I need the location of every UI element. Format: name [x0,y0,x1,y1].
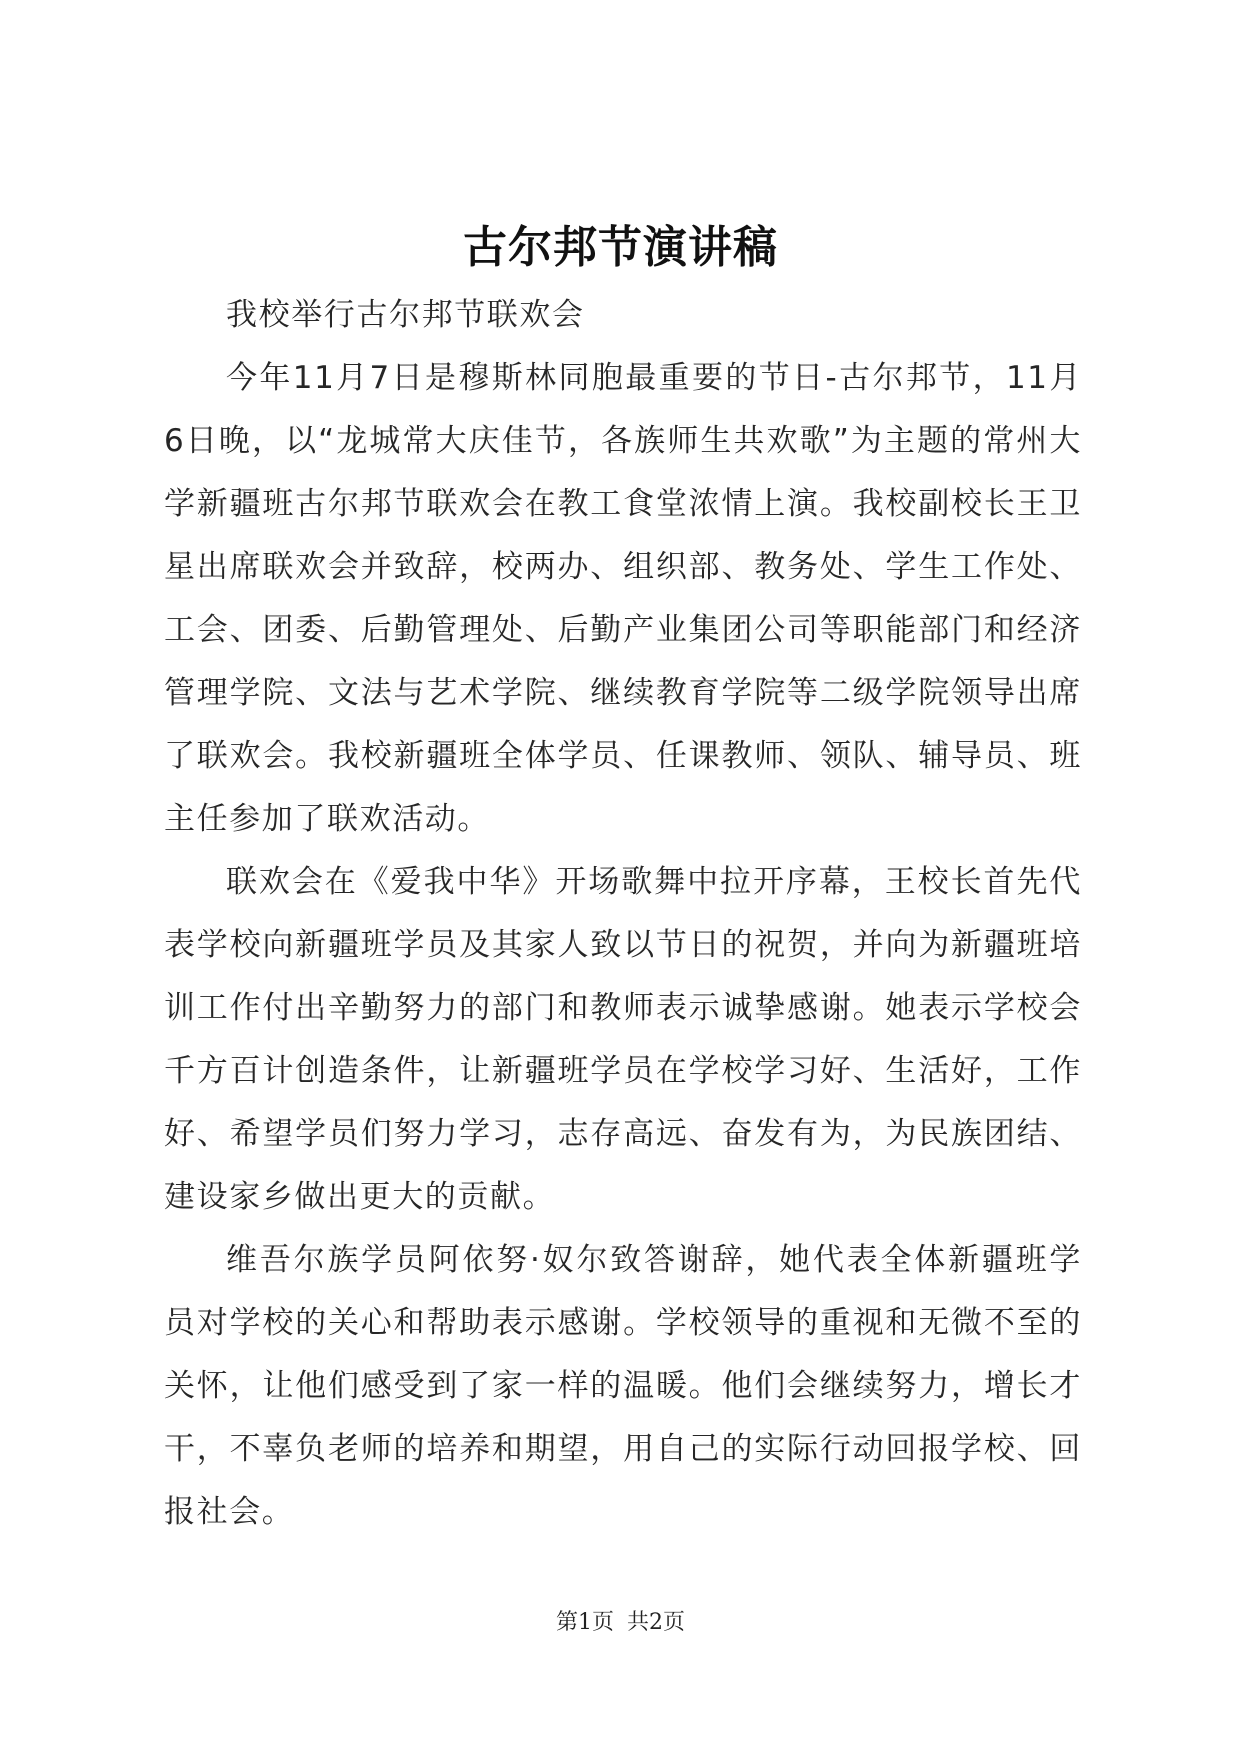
document-title: 古尔邦节演讲稿 [463,222,778,273]
paragraph-1: 我校举行古尔邦节联欢会 [226,297,585,333]
page-number: 第1页 [556,1610,614,1635]
document-body [164,284,1082,1544]
paragraph-3: 联欢会在《爱我中华》开场歌舞中拉开序幕，王校长首先代表学校向新疆班学员及其家人致以节日的祝贺，并向为新疆班培训工作付出辛勤努力的部门和教师表示诚挚感谢。她表示学校会千方百计创造条件，让新疆班学员在学校学习好、生活好，工作好、希望学员们努力学习，志存高远、奋发有为，为民族团结、建设家乡做出更大的贡献。 [164,864,1082,1215]
paragraph-4: 维吾尔族学员阿依努·奴尔致答谢辞，她代表全体新疆班学员对学校的关心和帮助表示感谢。学校领导的重视和无微不至的关怀，让他们感受到了家一样的温暖。他们会继续努力，增长才干，不辜负老师的培养和期望，用自己的实际行动回报学校、回报社会。 [164,1242,1082,1530]
paragraph-2: 今年11月7日是穆斯林同胞最重要的节日-古尔邦节，11月6日晚，以“龙城常大庆佳节，各族师生共欢歌”为主题的常州大学新疆班古尔邦节联欢会在教工食堂浓情上演。我校副校长王卫星出席联欢会并致辞，校两办、组织部、教务处、学生工作处、工会、团委、后勤管理处、后勤产业集团公司等职能部门和经济管理学院、文法与艺术学院、继续教育学院等二级学院领导出席了联欢会。我校新疆班全体学员、任课教师、领队、辅导员、班主任参加了联欢活动。 [164,360,1082,837]
page-footer [0,1608,1241,1638]
page-total: 共2页 [627,1610,685,1635]
